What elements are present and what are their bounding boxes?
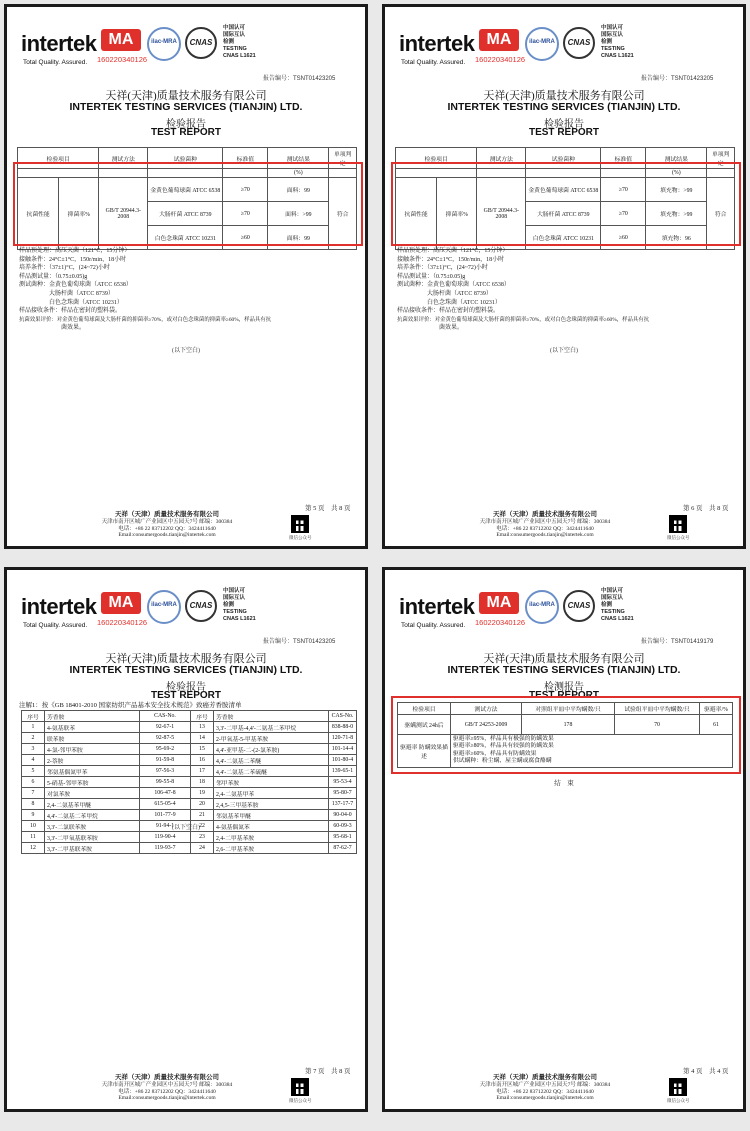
- footer: 天祥（天津）质量技术服务有限公司 天津市南开区城广产业园区中五园天7号 邮编：300384 电话：+86 22 83712202 QQ：3424411640 Email:consumergoods.tianjin@intertek.com: [101, 511, 233, 539]
- accreditation-text: 中国认可 国际互认 检测 TESTING CNAS L1621: [601, 588, 634, 622]
- page-number: 第 4 页 共 4 页: [683, 1068, 729, 1075]
- ma-number: 160220340126: [97, 618, 148, 627]
- table-row: 白色念珠菌 ATCC 10231 ≥60 填充物：96: [396, 226, 735, 250]
- table-header-row: 序号 芳香胺 CAS-No. 序号 芳香胺 CAS-No.: [22, 711, 357, 722]
- ma-logo: MA: [101, 592, 141, 614]
- logo-tagline: Total Quality. Assured.: [401, 622, 466, 629]
- antibacterial-results-table: 检验项目 测试方法 试验菌种 标准值 测试结果 单项判定 (%) 抗菌性能 抑菌率% GB/T 20944.3-2008 金黄色葡萄球菌 ATCC 6538 ≥70 面料：99 符合 大肠杆菌 ATCC 8739 ≥70 面料：>99 白色念珠菌 ATCC 10231 ≥60 面料：99: [17, 147, 357, 250]
- company-name-en: INTERTEK TESTING SERVICES (TIANJIN) LTD.: [447, 101, 681, 113]
- blank-below-note: (以下空白): [550, 348, 578, 354]
- aromatic-amine-table: [21, 710, 357, 854]
- ilac-mra-logo: ilac-MRA: [525, 27, 559, 61]
- report-title-en: TEST REPORT: [528, 127, 599, 138]
- company-name-cn: 天祥(天津)质量技术服务有限公司: [105, 653, 267, 665]
- company-name-en: INTERTEK TESTING SERVICES (TIANJIN) LTD.: [447, 664, 681, 676]
- logo-tagline: Total Quality. Assured.: [23, 59, 88, 66]
- report-header: [17, 21, 357, 82]
- page-number: 第 6 页 共 8 页: [683, 505, 729, 512]
- report-title-cn: 检验报告: [166, 119, 206, 130]
- page-number: 第 5 页 共 8 页: [305, 505, 351, 512]
- highlight-box: [13, 162, 363, 246]
- cnas-logo: CNAS: [185, 27, 217, 59]
- report-title-cn: 检验报告: [166, 682, 206, 693]
- blank-below-note: (以下空白): [172, 348, 200, 354]
- table-row: 2 联苯胺 92-87-5 14 2-甲氧基-5-甲基苯胺 120-71-8: [22, 733, 357, 744]
- report-number: 报告编号：TSNT01423205: [263, 76, 336, 82]
- table-row: 大肠杆菌 ATCC 8739 ≥70 面料：>99: [18, 202, 357, 226]
- cnas-logo: CNAS: [185, 590, 217, 622]
- table-header-row: 检验项目 测试方法 试验菌种 标准值 测试结果 单项判定: [396, 148, 735, 169]
- company-name-en: INTERTEK TESTING SERVICES (TIANJIN) LTD.: [69, 101, 303, 113]
- footer: 天祥（天津）质量技术服务有限公司 天津市南开区城广产业园区中五园天7号 邮编：300384 电话：+86 22 83712202 QQ：3424411640 Email:consumergoods.tianjin@intertek.com: [479, 1074, 611, 1102]
- table-row: 6 5-硝基-邻甲苯胺 99-55-8 18 邻甲苯胺 95-53-4: [22, 777, 357, 788]
- annotation-note: 注解1：按《GB 18401-2010 国家纺织产品基本安全技术规范》致癌芳香胺清单: [19, 702, 242, 709]
- test-notes: 样品预处理：高压灭菌（121°C，15分钟） 接触条件：24°C±1°C，150r/min，18小时 培养条件：（37±1)°C，(24~72)小时 样品测试量：（0.75±0.05)g 测试菌种：金黄色葡萄球菌（ATCC 6538） 大肠杆菌（ATCC 8739） 白色念珠菌（ATCC 10231） 样品接收条件：样品在密封的塑料袋。 抗菌效果评价：对金黄色葡萄球菌及大肠杆菌的抑菌率≥70%，或对白色念珠菌的抑菌率≥60%，样品具有抗 菌效果。: [19, 248, 272, 332]
- accreditation-text: 中国认可 国际互认 检测 TESTING CNAS L1621: [223, 25, 256, 59]
- qr-caption: 微信公众号: [289, 535, 312, 540]
- report-title-cn: 检验报告: [544, 119, 584, 130]
- table-row: 驱避率 防螨效果描述 驱避率≥95%，样品具有极强的防螨效果 驱避率≥80%，样品具有较强的防螨效果 驱避率≥60%，样品具有防螨效果 供试螨种：粉尘螨、屋尘螨或腐食酪螨: [398, 735, 733, 768]
- report-page-2: [382, 4, 746, 549]
- table-row: 5 邻氨基偶氮甲苯 97-56-3 17 4,4'-二氨基二苯硫醚 139-65-1: [22, 766, 357, 777]
- company-name-en: INTERTEK TESTING SERVICES (TIANJIN) LTD.: [69, 664, 303, 676]
- intertek-logo: intertek: [399, 31, 475, 56]
- ma-number: 160220340126: [475, 55, 526, 64]
- table-row: 抗菌性能 抑菌率% GB/T 20944.3-2008 金黄色葡萄球菌 ATCC 6538 ≥70 面料：99 符合: [18, 178, 357, 202]
- intertek-logo: intertek: [21, 31, 97, 56]
- report-title-cn: 检测报告: [544, 682, 584, 693]
- table-row: 9 4,4'-二氨基二苯甲烷 101-77-9 21 邻氨基苯甲醚 90-04-0: [22, 810, 357, 821]
- footer: 天祥（天津）质量技术服务有限公司 天津市南开区城广产业园区中五园天7号 邮编：300384 电话：+86 22 83712202 QQ：3424411640 Email:consumergoods.tianjin@intertek.com: [479, 511, 611, 539]
- report-number: 报告编号：TSNT01419179: [641, 639, 714, 645]
- cnas-logo: CNAS: [563, 27, 595, 59]
- accreditation-text: 中国认可 国际互认 检测 TESTING CNAS L1621: [601, 25, 634, 59]
- test-notes: 样品预处理：高压灭菌（121°C，15分钟） 接触条件：24°C±1°C，150r/min，18小时 培养条件：（37±1)°C，(24~72)小时 样品测试量：（0.75±0.05)g 测试菌种：金黄色葡萄球菌（ATCC 6538） 大肠杆菌（ATCC 8739） 白色念珠菌（ATCC 10231） 样品接收条件：样品在密封的塑料袋。 抗菌效果评价：对金黄色葡萄球菌及大肠杆菌的抑菌率≥70%，或对白色念珠菌的抑菌率≥60%，样品具有抗 菌效果。: [397, 248, 650, 332]
- table-row: 驱螨测试 24h后 GB/T 24253-2009 178 70 61: [398, 715, 733, 735]
- ilac-mra-logo: ilac-MRA: [525, 590, 559, 624]
- antibacterial-results-table: 检验项目 测试方法 试验菌种 标准值 测试结果 单项判定 (%) 抗菌性能 抑菌率% GB/T 20944.3-2008 金黄色葡萄球菌 ATCC 6538 ≥70 填充物：>99 符合 大肠杆菌 ATCC 8739 ≥70 填充物：>99 白色念珠菌 ATCC 10231 ≥60 填充物：96: [395, 147, 735, 250]
- table-row: 抗菌性能 抑菌率% GB/T 20944.3-2008 金黄色葡萄球菌 ATCC 6538 ≥70 填充物：>99 符合: [396, 178, 735, 202]
- qr-code: [291, 515, 309, 533]
- highlight-box: [391, 696, 741, 774]
- company-name-cn: 天祥(天津)质量技术服务有限公司: [105, 90, 267, 102]
- ilac-mra-logo: ilac-MRA: [147, 590, 181, 624]
- report-title-en: TEST REPORT: [150, 127, 221, 138]
- end-mark: 结 束: [554, 780, 574, 787]
- table-row: 4 2-萘胺 91-59-8 16 4,4'-二氨基二苯醚 101-80-4: [22, 755, 357, 766]
- report-number: 报告编号：TSNT01423205: [641, 76, 714, 82]
- qr-caption: 微信公众号: [289, 1098, 312, 1103]
- table-header-row: 检验项目 测试方法 试验菌种 标准值 测试结果 单项判定: [18, 148, 357, 169]
- table-row: 3 4-氯-邻甲苯胺 95-69-2 15 4,4'-亚甲基-二-(2-氯苯胺) 101-14-4: [22, 744, 357, 755]
- report-page-3: [4, 567, 368, 1112]
- page-number: 第 7 页 共 8 页: [305, 1068, 351, 1075]
- ma-logo: MA: [479, 592, 519, 614]
- report-header: [17, 584, 357, 645]
- table-row: 11 3,3'-二甲氧基联苯胺 119-90-4 23 2,4-二甲基苯胺 95-68-1: [22, 832, 357, 843]
- ma-number: 160220340126: [97, 55, 148, 64]
- qr-caption: 微信公众号: [667, 1098, 690, 1103]
- report-title-en: TEST REPORT: [528, 690, 599, 701]
- blank-below-note: (以下空白): [172, 825, 200, 831]
- qr-code: [291, 1078, 309, 1096]
- report-title-en: TEST REPORT: [150, 690, 221, 701]
- table-row: 大肠杆菌 ATCC 8739 ≥70 填充物：>99: [396, 202, 735, 226]
- report-header: [395, 584, 735, 645]
- table-row: 12 3,3'-二甲基联苯胺 119-93-7 24 2,6-二甲基苯胺 87-62-7: [22, 843, 357, 854]
- ma-logo: MA: [479, 29, 519, 51]
- table-row: 10 3,3'-二氯联苯胺 91-94-1 22 4-氨基偶氮苯 60-09-3: [22, 821, 357, 832]
- accreditation-text: 中国认可 国际互认 检测 TESTING CNAS L1621: [223, 588, 256, 622]
- highlight-box: [391, 162, 741, 246]
- ilac-mra-logo: ilac-MRA: [147, 27, 181, 61]
- logo-tagline: Total Quality. Assured.: [401, 59, 466, 66]
- ma-number: 160220340126: [475, 618, 526, 627]
- table-row: 白色念珠菌 ATCC 10231 ≥60 面料：99: [18, 226, 357, 250]
- table-row: 1 4-氨基联苯 92-67-1 13 3,3'-二甲基-4,4'-二氨基二苯甲烷 838-88-0: [22, 722, 357, 733]
- report-page-1: [4, 4, 368, 549]
- qr-caption: 微信公众号: [667, 535, 690, 540]
- table-row: 8 2,4-二氨基苯甲醚 615-05-4 20 2,4,5-三甲基苯胺 137-17-7: [22, 799, 357, 810]
- footer: 天祥（天津）质量技术服务有限公司 天津市南开区城广产业园区中五园天7号 邮编：300384 电话：+86 22 83712202 QQ：3424411640 Email:consumergoods.tianjin@intertek.com: [101, 1074, 233, 1102]
- company-name-cn: 天祥(天津)质量技术服务有限公司: [483, 653, 645, 665]
- logo-tagline: Total Quality. Assured.: [23, 622, 88, 629]
- company-name-cn: 天祥(天津)质量技术服务有限公司: [483, 90, 645, 102]
- ma-logo: MA: [101, 29, 141, 51]
- cnas-logo: CNAS: [563, 590, 595, 622]
- table-row: 7 对氯苯胺 106-47-8 19 2,4-二氨基甲苯 95-80-7: [22, 788, 357, 799]
- qr-code: [669, 515, 687, 533]
- report-number: 报告编号：TSNT01423205: [263, 639, 336, 645]
- intertek-logo: intertek: [399, 594, 475, 619]
- intertek-logo: intertek: [21, 594, 97, 619]
- report-page-4: [382, 567, 746, 1112]
- qr-code: [669, 1078, 687, 1096]
- table-header-row: 检验项目 测试方法 对照组平皿中平均螨数/只 试验组平皿中平均螨数/只 驱避率/%: [398, 703, 733, 715]
- report-header: [395, 21, 735, 82]
